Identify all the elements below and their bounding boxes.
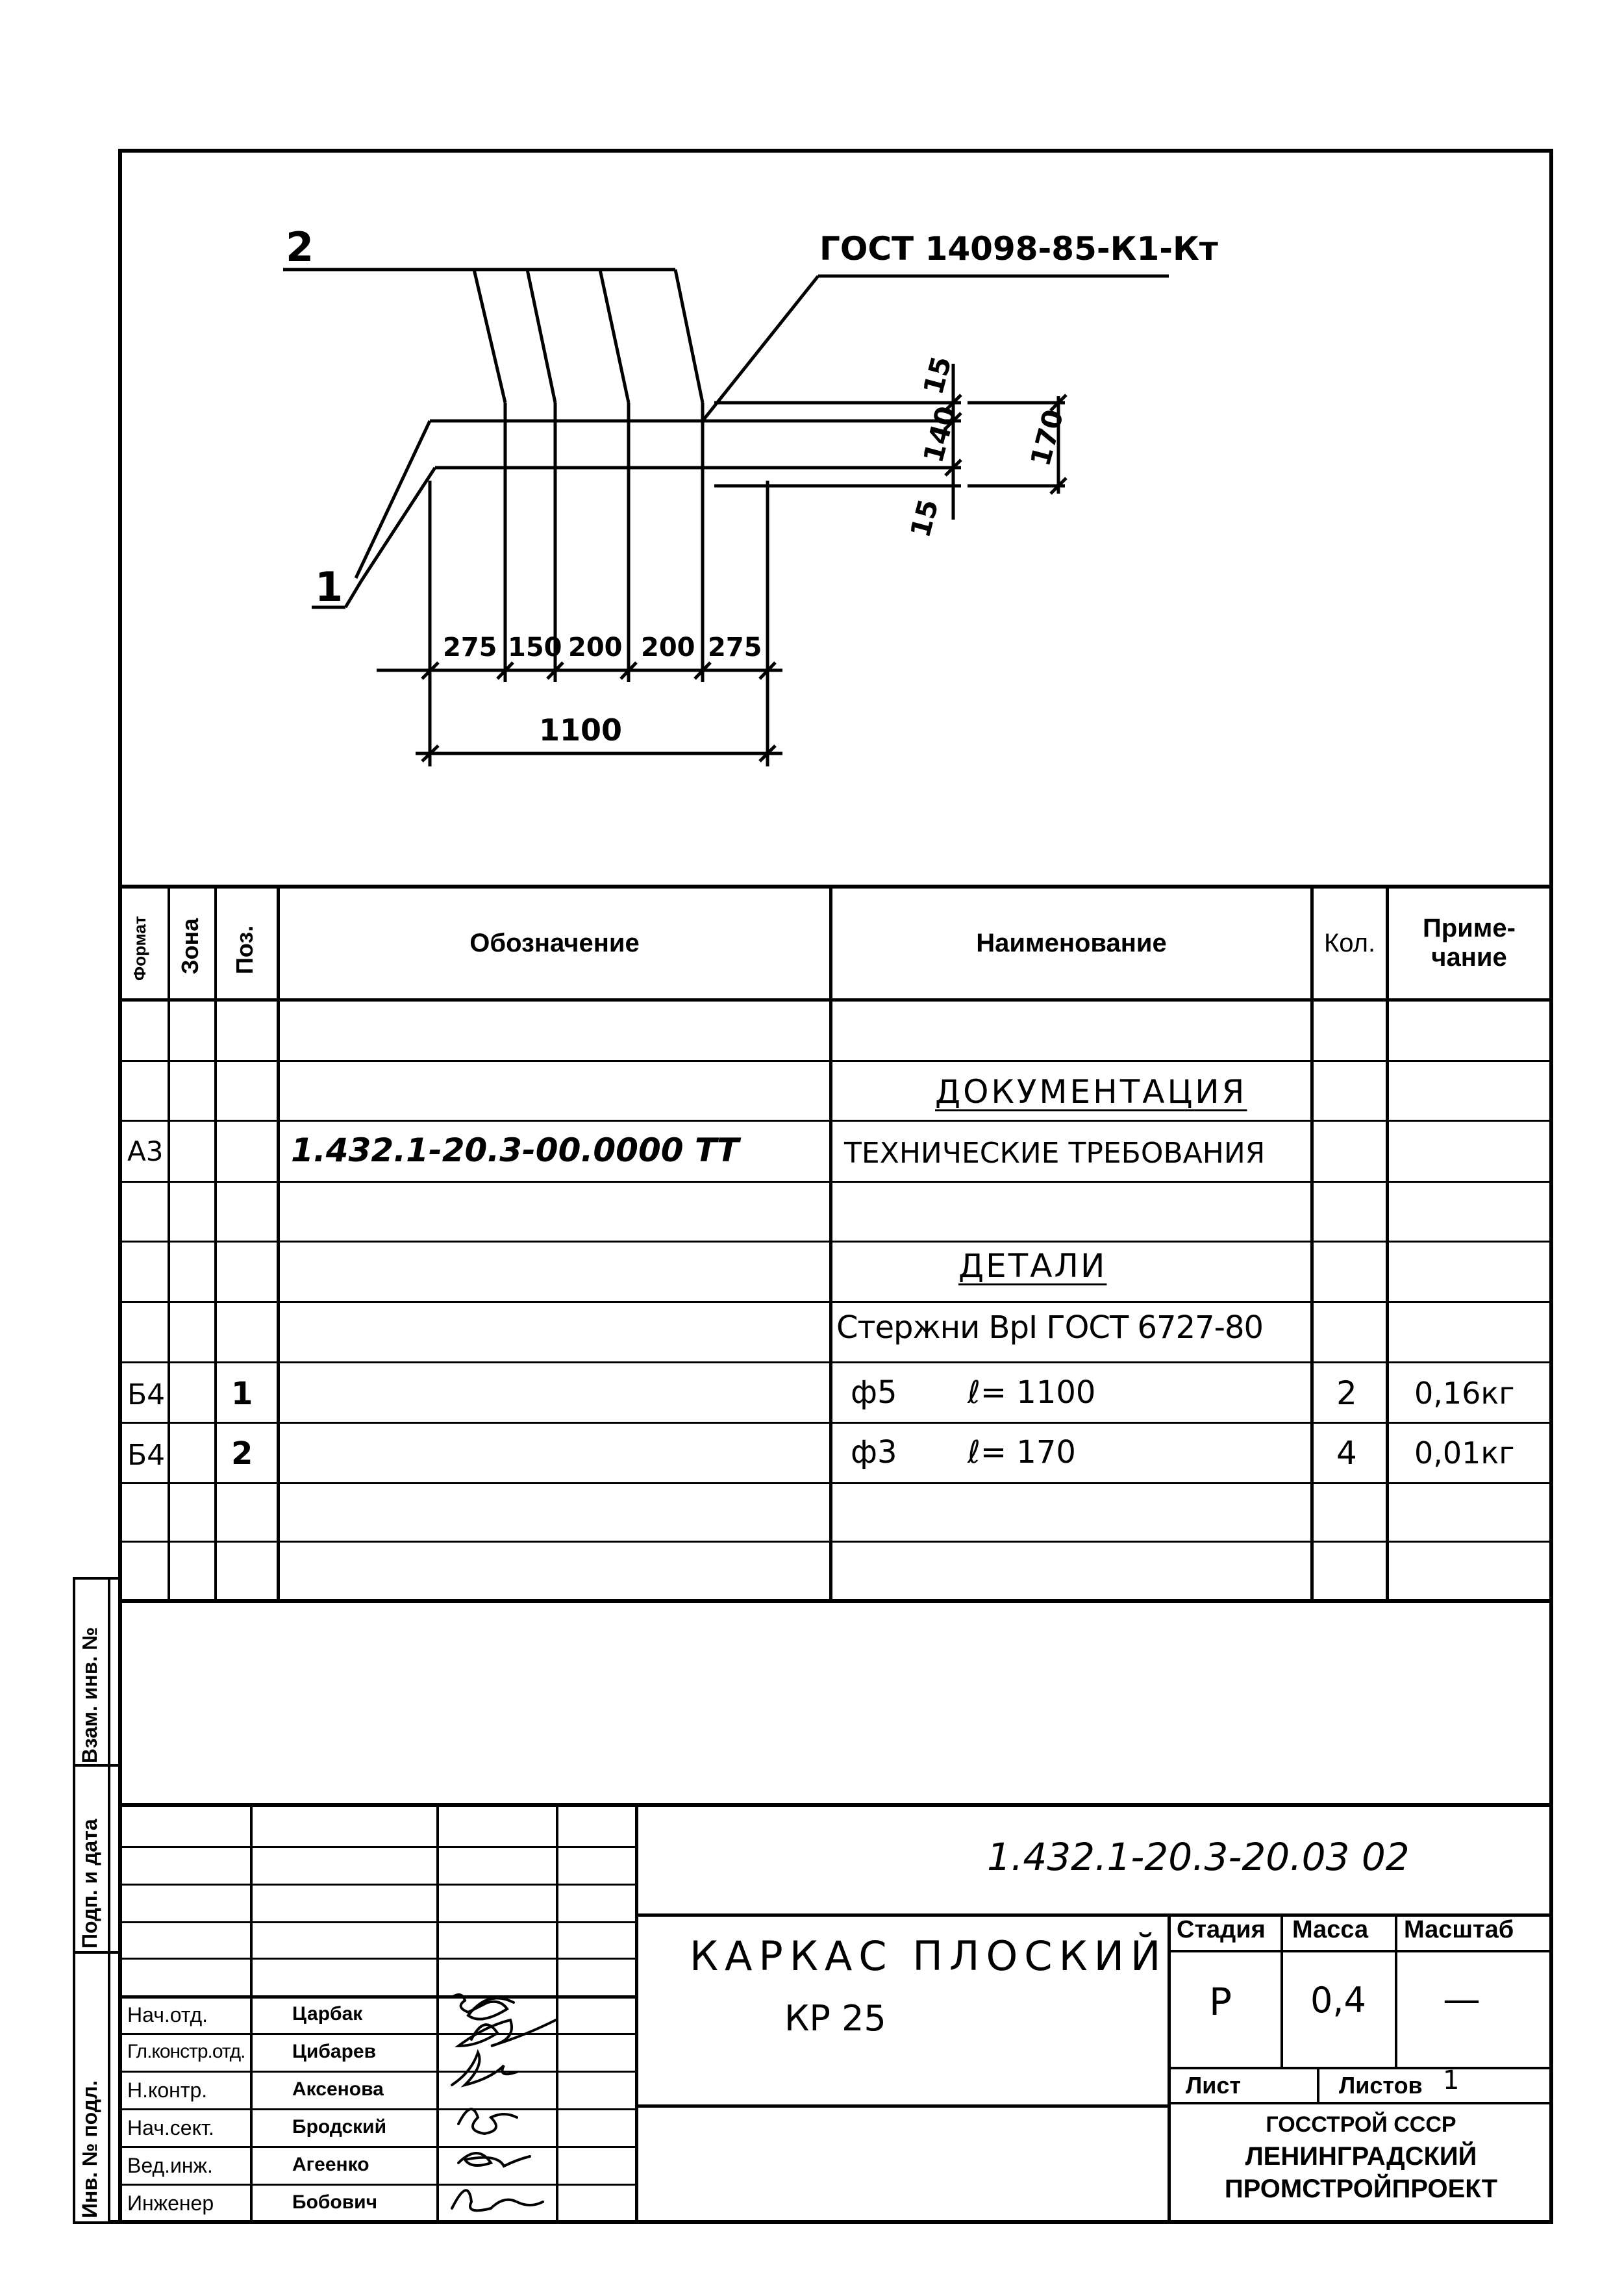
staff-name-0: Царбак (292, 2003, 363, 2025)
row-pos2-note: 0,01кг (1414, 1435, 1515, 1471)
dim-150: 150 (508, 633, 562, 663)
row-pos2-dia: ф3 (851, 1434, 897, 1471)
row-pos2-len: ℓ= 170 (968, 1434, 1076, 1471)
dim-170: 170 (1024, 406, 1070, 470)
sheets-label: Листов (1339, 2072, 1423, 2099)
title-line1: КАРКАС ПЛОСКИЙ (690, 1932, 1168, 1980)
sheet-label: Лист (1186, 2072, 1242, 2099)
dim-140: 140 (917, 403, 963, 466)
stamp-vzam: Взам. инв. № (78, 1627, 101, 1763)
dim-1100: 1100 (539, 713, 623, 748)
staff-role-1: Гл.констр.отд. (127, 2041, 245, 2062)
staff-role-4: Вед.инж. (127, 2154, 213, 2177)
dim-15-bottom: 15 (904, 496, 945, 541)
scale-label: Масштаб (1404, 1916, 1514, 1943)
org-line1: ГОССТРОЙ СССР (1266, 2112, 1456, 2137)
row-pos1-format: Б4 (127, 1378, 166, 1411)
staff-role-2: Н.контр. (127, 2078, 208, 2102)
hdr-designation: Обозначение (469, 928, 640, 957)
row-rods-name: Стержни ВрI ГОСТ 6727-80 (836, 1309, 1264, 1346)
staff-name-2: Аксенова (292, 2078, 384, 2100)
row-tt-format: А3 (127, 1135, 164, 1167)
row-pos2-format: Б4 (127, 1439, 166, 1472)
stamp-inv: Инв. № подл. (78, 2080, 101, 2218)
hdr-pos: Поз. (231, 925, 258, 974)
row-pos1-pos: 1 (231, 1376, 253, 1412)
staff-name-5: Бобович (292, 2191, 378, 2213)
stage-label: Стадия (1177, 1916, 1266, 1943)
row-tt-designation: 1.432.1-20.3-00.0000 ТТ (291, 1131, 740, 1169)
staff-role-3: Нач.сект. (127, 2116, 214, 2140)
org-line3: ПРОМСТРОЙПРОЕКТ (1224, 2175, 1498, 2203)
hdr-format: Формат (130, 916, 149, 981)
section-documentation: ДОКУМЕНТАЦИЯ (935, 1073, 1247, 1111)
org-line2: ЛЕНИНГРАДСКИЙ (1245, 2142, 1477, 2171)
hdr-zone: Зона (177, 918, 203, 974)
dim-275-a: 275 (443, 633, 497, 663)
frame-drawing (0, 0, 1624, 890)
title-line2: КР 25 (784, 1998, 886, 2039)
staff-role-0: Нач.отд. (127, 2003, 208, 2026)
row-pos1-dia: ф5 (851, 1374, 897, 1411)
frame-bottom (110, 2220, 1553, 2224)
hdr-note: Приме-чание (1423, 914, 1516, 972)
dim-200-a: 200 (568, 633, 623, 663)
mass-label: Масса (1292, 1916, 1369, 1943)
staff-name-1: Цибарев (292, 2041, 377, 2062)
row-pos1-len: ℓ= 1100 (968, 1374, 1096, 1411)
row-pos2-qty: 4 (1336, 1434, 1357, 1472)
signatures (439, 1988, 595, 2224)
gost-callout: ГОСТ 14098-85-К1-Кт (819, 230, 1218, 268)
row-tt-name: ТЕХНИЧЕСКИЕ ТРЕБОВАНИЯ (844, 1137, 1266, 1170)
staff-role-5: Инженер (127, 2191, 214, 2215)
section-details: ДЕТАЛИ (958, 1247, 1107, 1285)
dim-200-b: 200 (641, 633, 695, 663)
doc-code: 1.432.1-20.3-20.03 02 (987, 1835, 1410, 1879)
sheets-value: 1 (1443, 2065, 1460, 2095)
staff-name-4: Агеенко (292, 2154, 369, 2175)
mass-value: 0,4 (1310, 1980, 1366, 2021)
stamp-podp: Подп. и дата (78, 1819, 101, 1949)
pos2-label: 2 (286, 223, 314, 271)
hdr-name: Наименование (976, 928, 1167, 957)
row-pos2-pos: 2 (231, 1435, 253, 1472)
row-pos1-note: 0,16кг (1414, 1376, 1515, 1411)
row-pos1-qty: 2 (1336, 1374, 1357, 1412)
staff-name-3: Бродский (292, 2116, 387, 2138)
scale-value: — (1443, 1977, 1480, 2021)
pos1-label: 1 (315, 563, 344, 611)
dim-15-top: 15 (917, 353, 958, 398)
hdr-qty: Кол. (1323, 928, 1376, 957)
stage-value: Р (1209, 1980, 1232, 2024)
dim-275-b: 275 (708, 633, 762, 663)
